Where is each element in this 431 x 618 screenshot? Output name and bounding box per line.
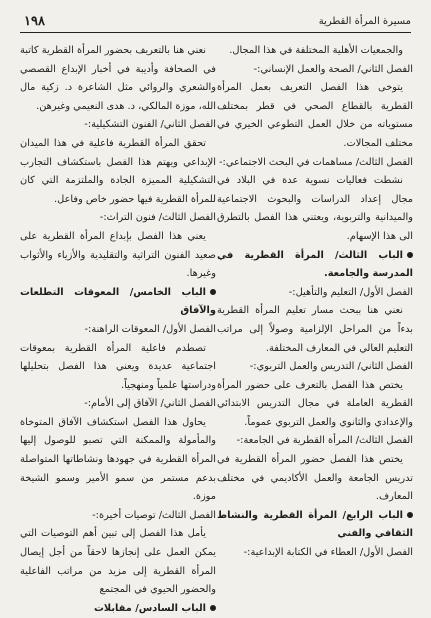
page-header: [24, 14, 411, 28]
body-paragraph: يحاول هذا الفصل استكشاف الآفاق المتوخاة والمأمولة والممكنة التي تصبو للوصول إليها المرأة القطرية في جهودها ونشاطاتها المتواصلة بدعم مستمر من سمو الأمير وسمو الشيخة موزة.: [20, 416, 216, 503]
chapter-heading: الفصل الثالث/ مساهمات في البحث الاجتماعي:-: [219, 156, 413, 168]
chapter-heading: الفصل الأول/ العطاء في الكتابة الإبداعية:-: [243, 547, 413, 559]
page-number: ١٩٨: [24, 13, 45, 29]
body-paragraph: تصطدم فاعلية المرأة القطرية بمعوقات اجتماعية عديدة ويعني هذا الفصل بتحليلها ودراستها علمياً ومنهجياً.: [20, 342, 216, 391]
chapter-heading: الفصل الأول/ المعوقات الراهنة:-: [84, 323, 216, 335]
section-bullet: [20, 600, 216, 618]
chapter-heading: الفصل الأول/ التعليم والتأهيل:-: [288, 286, 413, 298]
chapter-heading: الفصل الثاني/ الفنون التشكيلية:-: [84, 119, 216, 131]
header-rule: [20, 32, 411, 33]
bullet-icon: [210, 289, 216, 295]
body-paragraph: يختص هذا الفصل حضور المرأة القطرية في تدريس الجامعة والعمل الأكاديمي في مختلف المعارف.: [217, 454, 413, 503]
body-paragraph: نشطت فعاليات نسوية عدة في البلاد في مجال إعداد الدراسات والبحوث الاجتماعية والميدانية والتربوية، ويعتني هذا الفصل بالتطرق الى هذا الإسهام.: [217, 175, 413, 242]
body-paragraph: نعني هنا ببحث مسار تعليم المرأة القطرية بدءاً من المراحل الإلزامية وصولاً إلى مراتب التعليم العالي في المعارف المختلفة.: [217, 305, 413, 354]
body-paragraph: والجمعيات الأهلية المختلفة في هذا المجال.: [229, 45, 403, 56]
section-bullet: [20, 284, 216, 321]
body-paragraph: تحقق المرأة القطرية فاعلية في هذا الميدان الإبداعي ويهتم هذا الفصل باستكشاف التجارب التشكيلية المميزة الجادة والملتزمة التي كان للمرأة القطرية فيها حضور خاص وفاعل.: [20, 137, 216, 205]
bullet-icon: [210, 605, 216, 611]
chapter-heading: الفصل الثاني/ الآفاق إلى الأمام:-: [84, 398, 216, 410]
chapter-heading: الفصل الثاني/ التدريس والعمل التربوي:-: [249, 361, 413, 373]
section-title: الباب الخامس/ المعوقات التطلعات والآفاق: [20, 286, 216, 317]
section-title: الباب الثالث/ المرأة القطرية في المدرسة والجامعة.: [217, 249, 413, 280]
body-paragraph: يختص هذا الفصل بالتعرف على حضور المرأة القطرية العاملة في مجال التدريس الابتدائي والإعدادي والثانوي والعمل التربوي عموماً.: [217, 379, 413, 428]
body-paragraph: يتوخى هذا الفصل التعريف بعمل المرأة القطرية بالقطاع الصحي في قطر بمختلف مستوياته من خلال العمل التطوعي الخيري في مختلف المجالات.: [217, 82, 413, 149]
running-title: مسيرة المرأة القطرية: [318, 15, 411, 27]
left-column: [20, 42, 216, 618]
section-title: الباب الرابع/ المرأة القطرية والنشاط الثقافي والفني: [217, 509, 413, 540]
body-paragraph: نعني هنا بالتعريف بحضور المرأة القطرية كاتبة في الصحافة وأديبة في أخبار الإبداع القصصي والشعري والروائي مثل الشاعرة د. زكية مال الله، موزة المالكي، د. هدى النعيمي وغيرهن.: [20, 45, 216, 112]
body-paragraph: يعني هذا الفصل بإبداع المرأة القطرية على صعيد الفنون التراثية والتقليدية والأزياء والأثواب وغيرها.: [20, 230, 216, 280]
body-paragraph: يأمل هذا الفصل إلى تبين أهم التوصيات التي يمكن العمل على إنجازها لاحقاً من أجل إيصال المرأة القطرية إلى مزيد من مراتب الفاعلية والحضور الحيوي في المجتمع: [20, 528, 216, 596]
bullet-icon: [407, 252, 413, 258]
chapter-heading: الفصل الثاني/ الصحة والعمل الإنساني:-: [253, 63, 413, 75]
chapter-heading: الفصل الثالث/ المرأة القطرية في الجامعة:-: [236, 435, 413, 447]
chapter-heading: الفصل الثالث/ توصيات أخيرة:-: [92, 509, 216, 521]
bullet-icon: [407, 512, 413, 518]
section-bullet: [217, 247, 413, 284]
chapter-heading: الفصل الثالث/ فنون التراث:-: [99, 212, 216, 224]
section-bullet: [217, 507, 413, 544]
right-column: [217, 42, 413, 563]
section-title: الباب السادس/ مقابلات: [94, 602, 206, 614]
